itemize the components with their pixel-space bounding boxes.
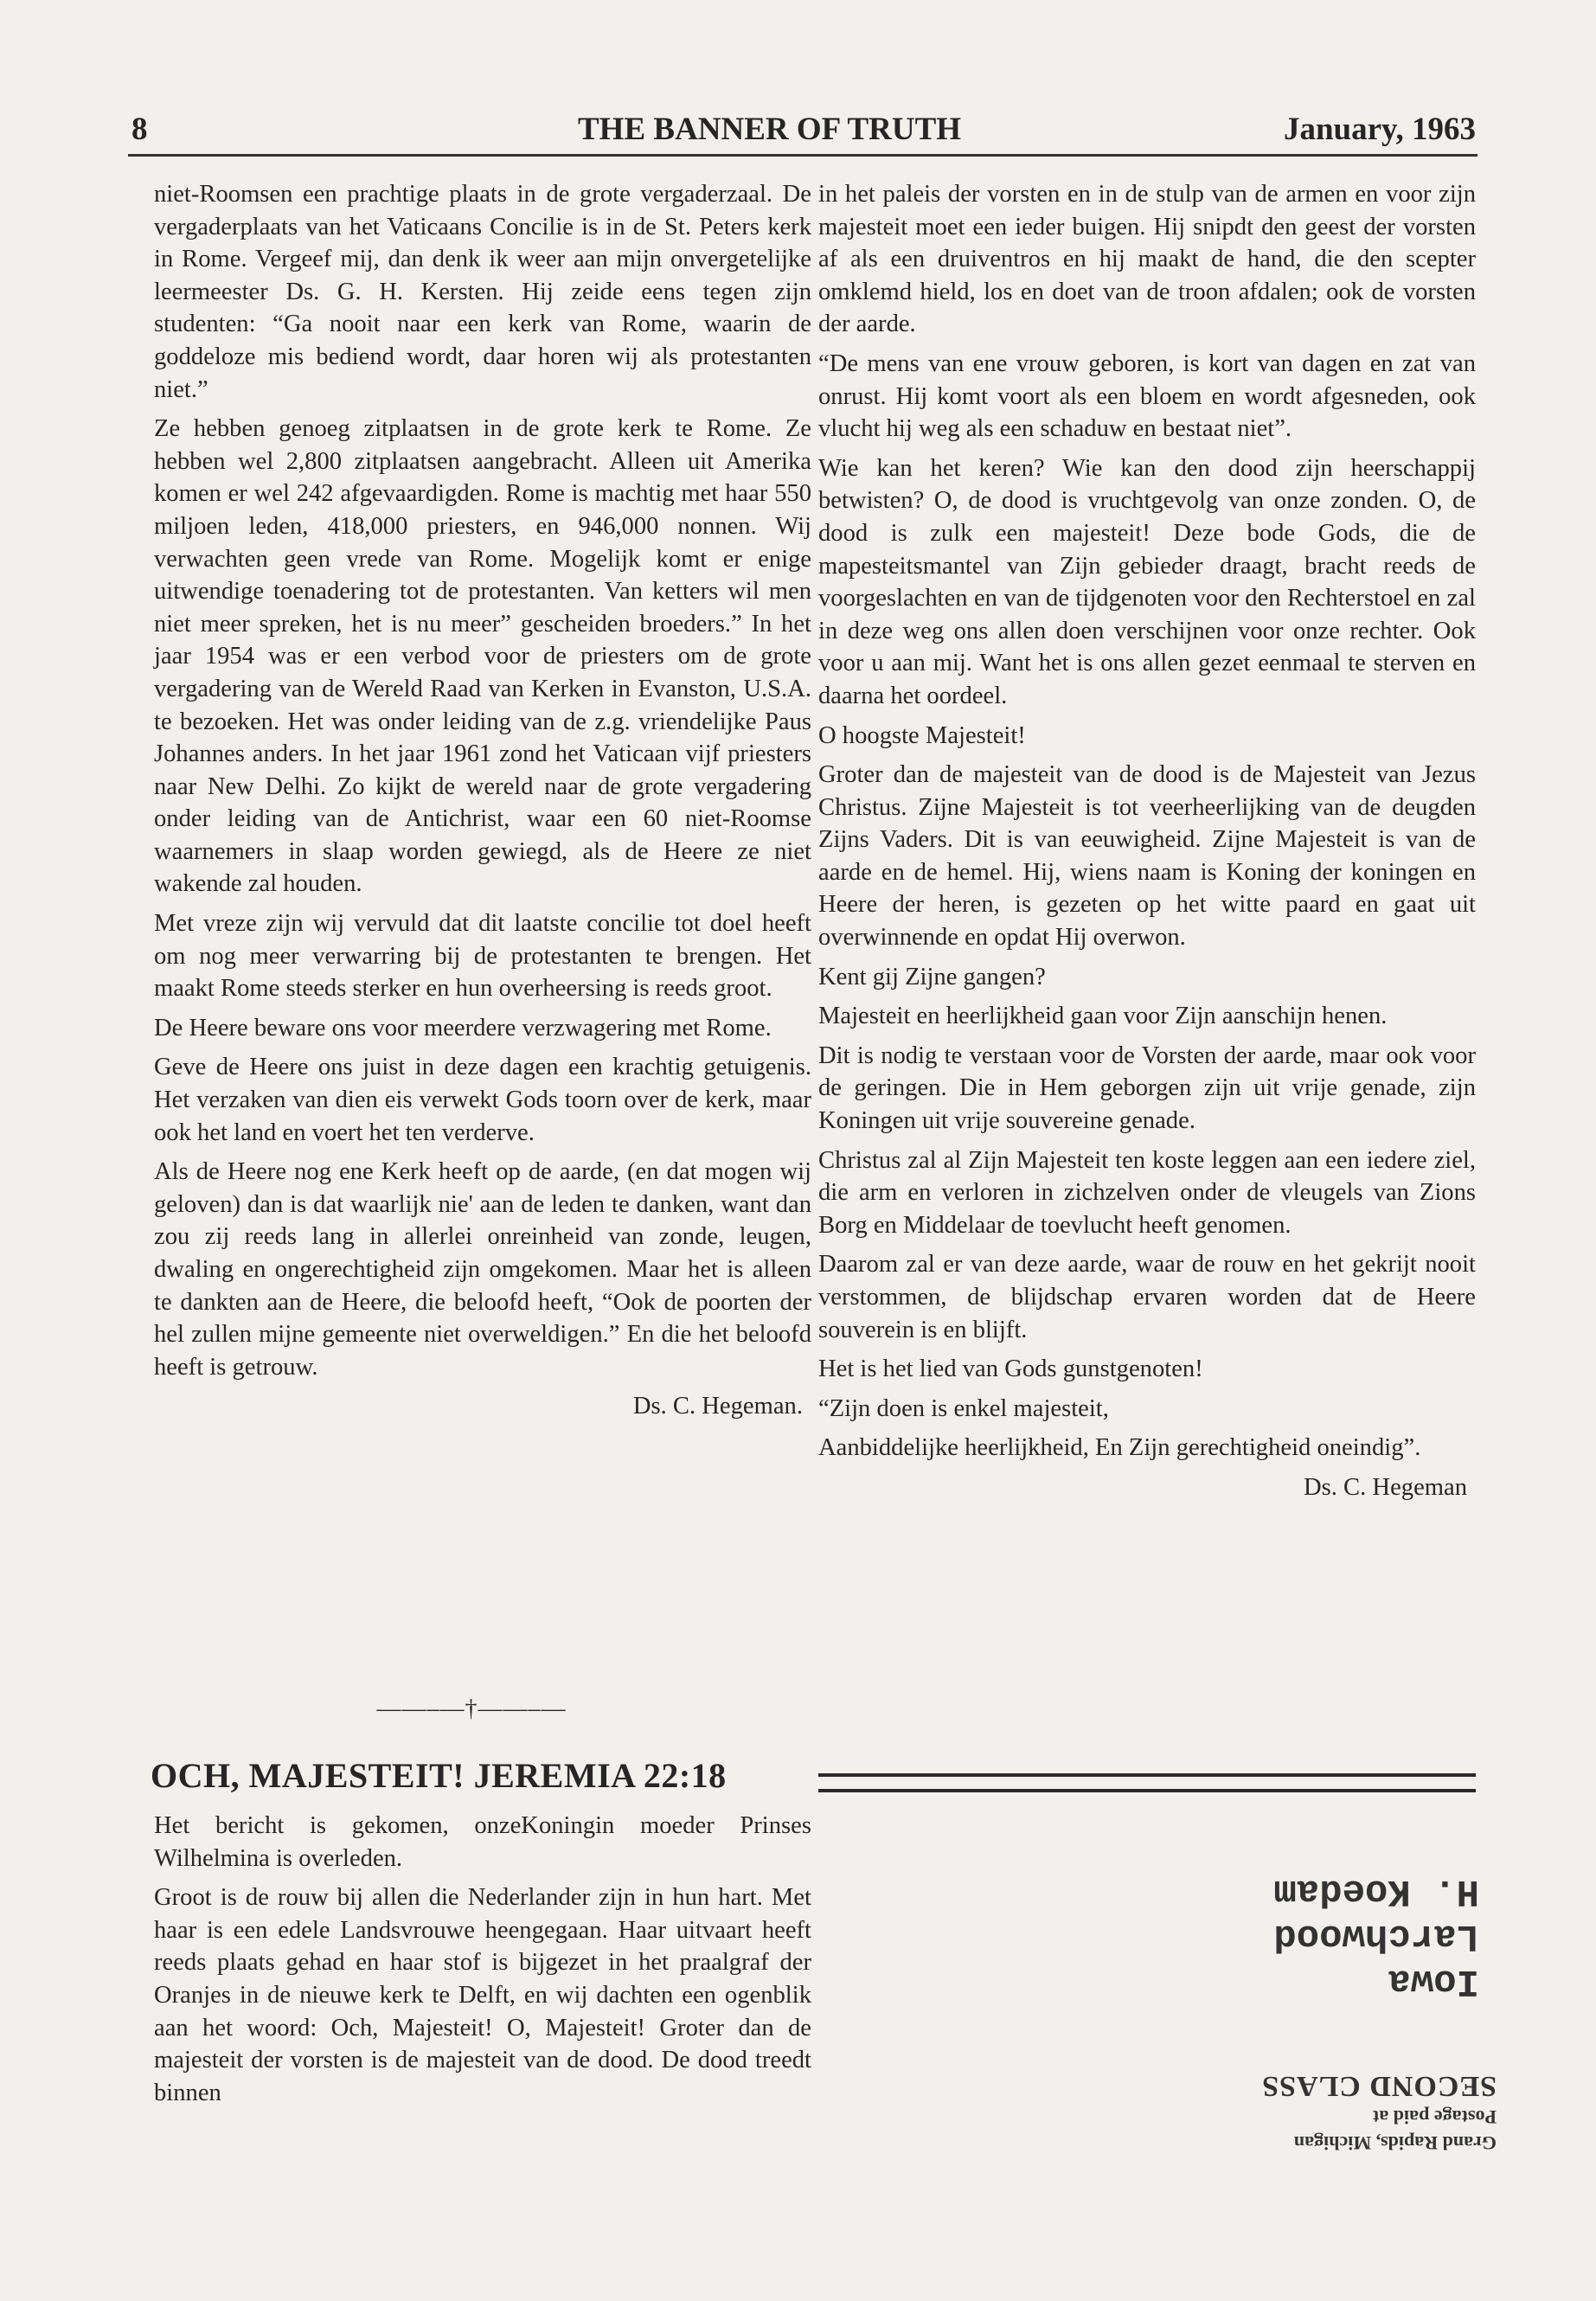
left-column-article: [154, 178, 811, 1430]
paragraph: Groot is de rouw bij allen die Nederlander zijn in hun hart. Met haar is een edele Landsvrouwe heengegaan. Haar uitvaart heeft reeds plaats gehad en haar stof is bijgezet in het praalgraf der Oranjes in de nieuwe kerk te Delft, en wij dachten een ogenblik aan het woord: Och, Majesteit! O, Majesteit! Groter dan de majesteit der vorsten is de majesteit van de dood. De dood treedt binnen: [154, 1884, 811, 2106]
double-rule-divider: [818, 1773, 1476, 1792]
postage-indicia: [1168, 2067, 1497, 2156]
postage-class: SECOND CLASS: [1261, 2070, 1497, 2102]
address-line: H. Koedam: [1273, 1869, 1479, 1913]
postage-line: Postage paid at: [1373, 2106, 1497, 2128]
paragraph: Dit is nodig te verstaan voor de Vorsten der aarde, maar ook voor de geringen. Die in Hem geborgen zijn uit vrije genade, zijn Koningen uit vrije souvereine genade.: [818, 1042, 1476, 1135]
paragraph: Het bericht is gekomen, onzeKoningin moeder Prinses Wilhelmina is overleden.: [154, 1812, 811, 1872]
paragraph: O hoogste Majesteit!: [818, 721, 1026, 749]
mailing-address-label: [1133, 1868, 1479, 2003]
paragraph: Wie kan het keren? Wie kan den dood zijn heerschappij betwisten? O, de dood is vruchtgevolg van onze zonden. O, de dood is zulk een majesteit! Deze bode Gods, die de mapesteitsmantel van Zijn gebieder draagt, bracht reeds de voorgeslachten en van de tijdgenoten voor den Rechterstoel en zal in deze weg ons allen doen verschijnen voor onze rechter. Ook voor u aan mij. Want het is ons allen gezet eenmaal te sterven en daarna het oordeel.: [818, 454, 1476, 709]
paragraph: Kent gij Zijne gangen?: [818, 963, 1046, 990]
right-column-article: [818, 178, 1476, 1511]
paragraph: Als de Heere nog ene Kerk heeft op de aarde, (en dat mogen wij geloven) dan is dat waarlijk nie' aan de leden te danken, want dan zou zij reeds lang in allerlei onreinheid van zonde, leugen, dwaling en ongerechtigheid zijn omgekomen. Maar het is alleen te dankten aan de Heere, die beloofd heeft, “Ook de poorten der hel zullen mijne gemeente niet overweldigen.” En die het beloofd heeft is getrouw.: [154, 1158, 811, 1381]
paragraph: niet-Roomsen een prachtige plaats in de grote vergaderzaal. De vergaderplaats van het Vaticaans Concilie is in de St. Peters kerk in Rome. Vergeef mij, dan denk ik weer aan mijn onvergetelijke leermeester Ds. G. H. Kersten. Hij zeide eens tegen zijn studenten: “Ga nooit naar een kerk van Rome, waarin de goddeloze mis bediend wordt, daar horen wij als protestanten niet.”: [154, 181, 811, 403]
paragraph: Geve de Heere ons juist in deze dagen een krachtig getuigenis. Het verzaken van dien eis verwekt Gods toorn over de kerk, maar ook het land en voert het ten verderve.: [154, 1054, 811, 1146]
paragraph: Majesteit en heerlijkheid gaan voor Zijn aanschijn henen.: [818, 1003, 1388, 1030]
paragraph: “Zijn doen is enkel majesteit,: [818, 1394, 1109, 1422]
paragraph: Aanbiddelijke heerlijkheid, En Zijn gerechtigheid oneindig”.: [818, 1434, 1421, 1462]
paragraph: Met vreze zijn wij vervuld dat dit laatste concilie tot doel heeft om nog meer verwarring bij de protestanten te brengen. Het maakt Rome steeds sterker en hun overheersing is reeds groot.: [154, 910, 811, 1003]
address-line: Iowa: [1388, 1959, 1479, 2003]
paragraph: in het paleis der vorsten en in de stulp van de armen en voor zijn majesteit moet een ieder buigen. Hij snipdt den geest der vorsten af als een druiventros en hij maakt de hand, die den scepter omklemd hield, los en doet van de troon afdalen; ook de vorsten der aarde.: [818, 181, 1476, 338]
second-article-body: [154, 1810, 811, 2116]
publication-title: THE BANNER OF TRUTH: [578, 112, 962, 147]
page-number: 8: [131, 112, 148, 147]
page-header: [128, 106, 1477, 157]
cross-divider: ——–—†——–—: [376, 1695, 567, 1722]
paragraph: Christus zal al Zijn Majesteit ten koste leggen aan een iedere ziel, die arm en verloren in zichzelven onder de vleugels van Zions Borg en Middelaar de toevlucht heeft genomen.: [818, 1146, 1476, 1239]
author-signature: Ds. C. Hegeman.: [632, 1393, 803, 1420]
paragraph: Ze hebben genoeg zitplaatsen in de grote kerk te Rome. Ze hebben wel 2,800 zitplaatsen aangebracht. Alleen uit Amerika komen er wel 242 afgevaardigden. Rome is machtig met haar 550 miljoen leden, 418,000 priesters, en 946,000 nonnen. Wij verwachten geen vrede van Rome. Mogelijk komt er enige uitwendige toenadering tot de protestanten. Van ketters wil men niet meer spreken, het is nu meer” gescheiden broeders.” In het jaar 1954 was er een verbod voor de priesters om de grote vergadering van de Wereld Raad van Kerken in Evanston, U.S.A. te bezoeken. Het was onder leiding van de z.g. vriendelijke Paus Johannes anders. In het jaar 1961 zond het Vaticaan vijf priesters naar New Delhi. Zo kijkt de wereld naar de grote vergadering onder leiding van de Antichrist, waar een 60 niet-Roomse waarnemers in slaap worden gewiegd, als de Heere ze niet wakende zal houden.: [154, 415, 811, 898]
paragraph: Groter dan de majesteit van de dood is de Majesteit van Jezus Christus. Zijne Majesteit is tot veerheerlijking van de deugden Zijns Vaders. Dit is van eeuwigheid. Zijne Majesteit is van de aarde en de hemel. Hij, wiens naam is Koning der koningen en Heere der heren, is gezeten op het witte paard en gaat uit overwinnende en opdat Hij overwon.: [818, 761, 1476, 952]
article-title: OCH, MAJESTEIT! JEREMIA 22:18: [151, 1756, 727, 1795]
paragraph: “De mens van ene vrouw geboren, is kort van dagen en zat van onrust. Hij komt voort als een bloem en wordt afgesneden, ook vlucht hij weg als een schaduw en bestaat niet”.: [818, 349, 1476, 443]
address-line: Larchwood: [1273, 1914, 1479, 1958]
paragraph: Daarom zal er van deze aarde, waar de rouw en het gekrijt nooit verstommen, de blijdschap ervaren worden dat de Heere souverein is en blijft.: [818, 1251, 1476, 1343]
paragraph: De Heere beware ons voor meerdere verzwagering met Rome.: [154, 1014, 772, 1042]
paragraph: Het is het lied van Gods gunstgenoten!: [818, 1356, 1203, 1383]
issue-date: January, 1963: [1283, 112, 1476, 147]
postage-line: Grand Rapids, Michigan: [1293, 2132, 1497, 2154]
author-signature: Ds. C. Hegeman: [1303, 1473, 1467, 1501]
